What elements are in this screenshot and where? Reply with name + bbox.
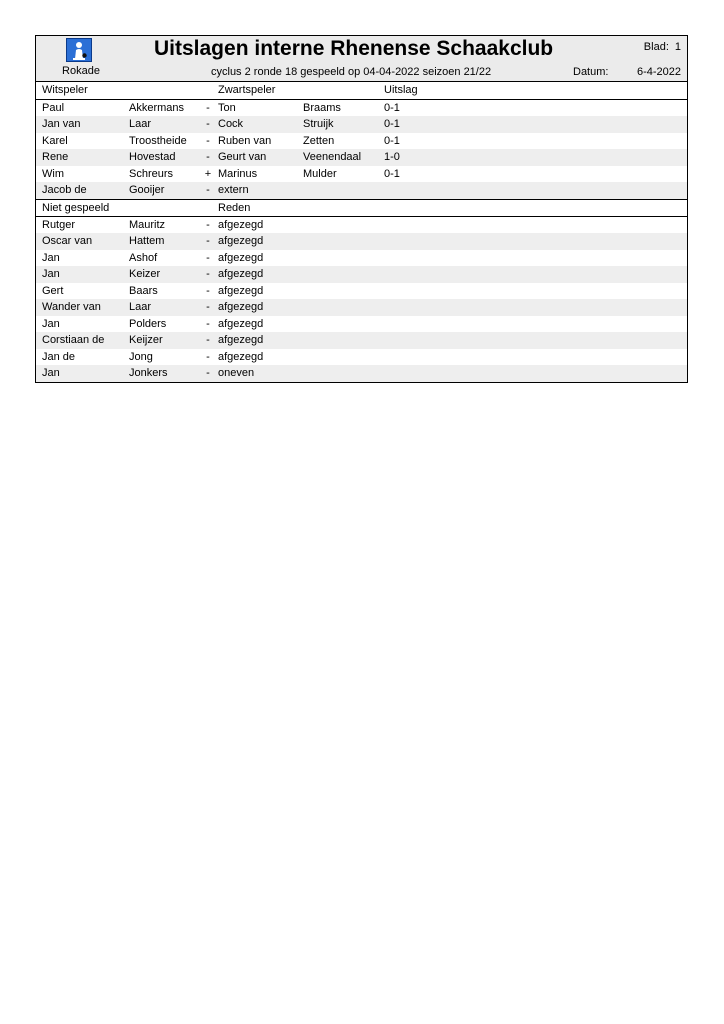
results-column-header [36, 82, 687, 100]
page-number: 1 [674, 41, 681, 53]
white-first-name: Paul [42, 101, 65, 114]
absence-reason: afgezegd [218, 317, 264, 330]
player-last-name: Ashof [129, 251, 158, 264]
black-last-name: Mulder [303, 167, 337, 180]
absence-reason: afgezegd [218, 218, 264, 231]
white-player-header: Witspeler [42, 84, 88, 96]
separator: - [206, 134, 210, 147]
player-last-name: Polders [129, 317, 167, 330]
separator: - [206, 301, 210, 313]
not-played-list [36, 217, 687, 382]
absence-reason: afgezegd [218, 268, 264, 280]
player-first-name: Wander van [42, 301, 101, 313]
table-row [36, 332, 687, 349]
game-result: 0-1 [384, 101, 400, 114]
separator: - [206, 101, 210, 114]
black-last-name: Zetten [303, 134, 335, 147]
table-row [36, 250, 687, 267]
not-played-header [36, 199, 687, 217]
black-last-name: Braams [303, 101, 341, 114]
round-subtitle: cyclus 2 ronde 18 gespeeld op 04-04-2022 seizoen 21/22 [211, 66, 492, 78]
reason-header: Reden [218, 201, 251, 214]
absence-reason: oneven [218, 367, 255, 379]
table-row [36, 133, 687, 150]
black-first-name: extern [218, 184, 249, 196]
separator: - [206, 367, 210, 379]
separator: - [206, 334, 210, 346]
separator: - [206, 118, 210, 130]
game-result: 1-0 [384, 151, 400, 163]
player-last-name: Keizer [129, 268, 161, 280]
white-last-name: Troostheide [129, 134, 187, 147]
separator: - [206, 184, 210, 196]
table-row [36, 349, 687, 366]
white-first-name: Wim [42, 167, 64, 180]
black-last-name: Veenendaal [303, 151, 362, 163]
not-played-label: Niet gespeeld [42, 201, 110, 214]
player-first-name: Jan [42, 367, 60, 379]
separator: - [206, 218, 210, 231]
separator: - [206, 284, 210, 297]
player-last-name: Hattem [129, 235, 165, 247]
player-last-name: Laar [129, 301, 152, 313]
black-last-name: Struijk [303, 118, 334, 130]
game-result: 0-1 [384, 134, 400, 147]
black-first-name: Ton [218, 101, 236, 114]
player-last-name: Mauritz [129, 218, 166, 231]
sheet-header [36, 36, 687, 82]
date-value: 6-4-2022 [636, 66, 681, 78]
player-last-name: Keijzer [129, 334, 163, 346]
absence-reason: afgezegd [218, 350, 264, 363]
black-player-header: Zwartspeler [218, 84, 276, 96]
table-row [36, 100, 687, 117]
table-row [36, 149, 687, 166]
black-first-name: Cock [218, 118, 244, 130]
player-first-name: Gert [42, 284, 64, 297]
absence-reason: afgezegd [218, 251, 264, 264]
results-sheet [35, 35, 688, 383]
white-first-name: Jan van [42, 118, 81, 130]
separator: - [206, 151, 210, 163]
white-last-name: Gooijer [129, 184, 165, 196]
player-first-name: Rutger [42, 218, 76, 231]
player-first-name: Corstiaan de [42, 334, 105, 346]
black-first-name: Geurt van [218, 151, 267, 163]
player-last-name: Jonkers [129, 367, 168, 379]
player-first-name: Oscar van [42, 235, 93, 247]
separator: - [206, 317, 210, 330]
game-result: 0-1 [384, 167, 400, 180]
table-row [36, 116, 687, 133]
absence-reason: afgezegd [218, 301, 264, 313]
separator: - [206, 268, 210, 280]
player-first-name: Jan [42, 251, 60, 264]
date-label: Datum: [573, 66, 609, 78]
white-first-name: Rene [42, 151, 69, 163]
white-last-name: Schreurs [129, 167, 174, 180]
table-row [36, 217, 687, 234]
separator: - [206, 350, 210, 363]
player-first-name: Jan [42, 268, 60, 280]
white-first-name: Jacob de [42, 184, 87, 196]
white-last-name: Hovestad [129, 151, 176, 163]
table-row [36, 299, 687, 316]
player-last-name: Baars [129, 284, 158, 297]
player-first-name: Jan de [42, 350, 76, 363]
table-row [36, 316, 687, 333]
game-result: 0-1 [384, 118, 400, 130]
games-list [36, 100, 687, 199]
absence-reason: afgezegd [218, 334, 264, 346]
page-indicator [644, 41, 681, 53]
absence-reason: afgezegd [218, 235, 264, 247]
white-first-name: Karel [42, 134, 68, 147]
separator: - [206, 235, 210, 247]
white-last-name: Akkermans [129, 101, 185, 114]
absence-reason: afgezegd [218, 284, 264, 297]
table-row [36, 266, 687, 283]
chess-club-logo-icon [66, 38, 92, 62]
table-row [36, 365, 687, 382]
separator: - [206, 251, 210, 264]
page-title: Uitslagen interne Rhenense Schaakclub [154, 37, 554, 60]
logo-label: Rokade [62, 65, 100, 77]
page-label: Blad: [643, 41, 669, 53]
white-last-name: Laar [129, 118, 152, 130]
black-first-name: Ruben van [218, 134, 272, 147]
table-row [36, 166, 687, 183]
player-first-name: Jan [42, 317, 60, 330]
black-first-name: Marinus [218, 167, 258, 180]
table-row [36, 182, 687, 199]
player-last-name: Jong [129, 350, 153, 363]
separator: + [204, 167, 212, 180]
result-header: Uitslag [384, 84, 418, 96]
table-row [36, 233, 687, 250]
table-row [36, 283, 687, 300]
